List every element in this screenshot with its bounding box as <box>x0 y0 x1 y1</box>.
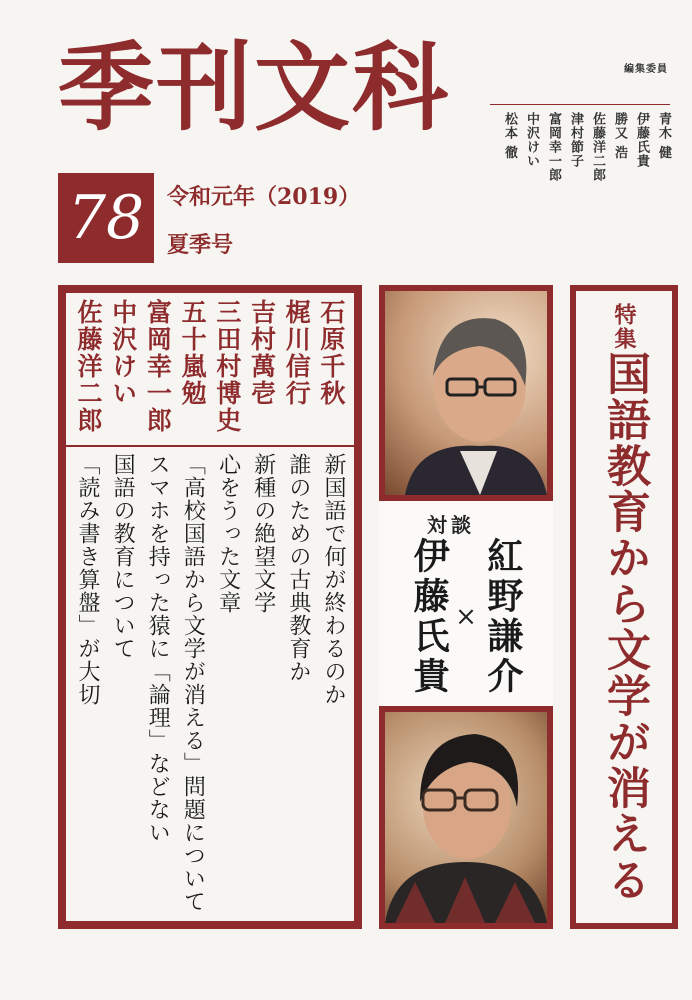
contents-inner <box>66 293 354 921</box>
author-name: 吉村萬壱 <box>247 299 277 407</box>
dialogue-panel <box>379 501 553 706</box>
author-name: 石原千秋 <box>316 299 346 407</box>
portrait-photo-bottom <box>385 712 547 923</box>
author-name: 三田村博史 <box>212 299 242 434</box>
editorial-committee <box>490 60 670 230</box>
feature-inner <box>576 291 672 923</box>
contents-divider <box>66 445 354 447</box>
magazine-title: 季刊文科 <box>58 31 450 144</box>
article-title: 新種の絶望文学 <box>250 453 276 614</box>
committee-member: 青木 健 <box>656 112 671 160</box>
committee-divider <box>490 104 670 105</box>
committee-member: 津村節子 <box>568 112 583 168</box>
feature-title: 国語教育から文学が消える <box>599 351 650 903</box>
dialogue-label: 対談 <box>427 513 475 537</box>
author-name: 富岡幸一郎 <box>143 299 173 434</box>
author-name: 梶川信行 <box>282 299 312 407</box>
contents-panel <box>58 285 362 929</box>
portrait-frame-bottom <box>379 706 553 929</box>
committee-member: 富岡幸一郎 <box>546 112 561 182</box>
committee-member: 中沢けい <box>524 112 539 168</box>
author-name: 中沢けい <box>108 299 138 407</box>
feature-heading <box>599 303 650 923</box>
author-name: 五十嵐勉 <box>178 299 208 407</box>
article-title: 国語の教育について <box>110 453 136 660</box>
dialogue-person-1: 紅野謙介 <box>481 537 524 697</box>
portrait-frame-top <box>379 285 553 501</box>
committee-member-list <box>498 112 670 262</box>
article-title: スマホを持った猿に「論理」などない <box>145 453 171 844</box>
issue-season: 夏季号 <box>167 232 234 258</box>
article-list <box>66 453 354 921</box>
article-title: 「読み書き算盤」が大切 <box>75 453 100 706</box>
issue-year: 令和元年（2019） <box>167 184 361 210</box>
dialogue-participants <box>379 537 553 697</box>
issue-number-badge <box>58 173 154 263</box>
dialogue-person-2: 伊藤氏貴 <box>408 537 451 697</box>
committee-member: 勝又 浩 <box>612 112 627 160</box>
author-name: 佐藤洋二郎 <box>74 299 103 434</box>
author-list <box>66 293 354 443</box>
committee-heading: 編集委員 <box>624 64 668 75</box>
issue-number: 78 <box>67 183 145 253</box>
article-title: 「高校国語から文学が消える」問題について <box>180 453 206 913</box>
portrait-photo-top <box>385 291 547 495</box>
feature-panel <box>570 285 678 929</box>
committee-member: 松本 徹 <box>502 112 517 160</box>
portrait-illustration-top <box>385 291 547 495</box>
article-title: 心をうった文章 <box>215 453 241 614</box>
article-title: 新国語で何が終わるのか <box>320 453 346 706</box>
portrait-illustration-bottom <box>385 712 547 923</box>
feature-tag: 特集 <box>611 303 637 351</box>
times-symbol: × <box>455 602 477 632</box>
article-title: 誰のための古典教育か <box>285 453 311 683</box>
committee-member: 佐藤洋二郎 <box>590 112 605 182</box>
committee-member: 伊藤氏貴 <box>634 112 649 168</box>
